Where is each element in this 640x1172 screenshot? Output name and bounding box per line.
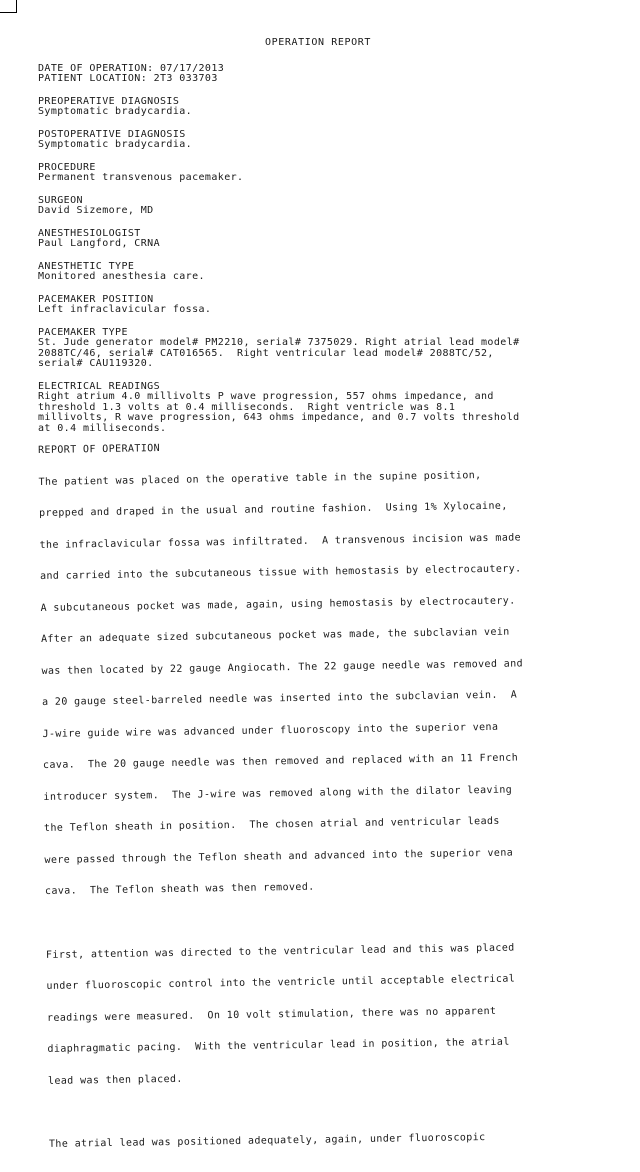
section-postoperative-diagnosis [38,130,598,151]
operation-report-page [38,38,598,1172]
section-label: ANESTHETIC TYPE [38,260,135,272]
section-text: David Sizemore, MD [38,205,154,216]
document-title: OPERATION REPORT [265,37,371,48]
section-label: POSTOPERATIVE DIAGNOSIS [38,128,186,140]
report-line: was then located by 22 gauge Angiocath. The 22 gauge needle was removed and [41,657,524,677]
section-text: threshold 1.3 volts at 0.4 milliseconds. Right ventricle was 8.1 [38,401,456,413]
section-label: PACEMAKER TYPE [38,326,128,338]
report-line: First, attention was directed to the ventricular lead and this was placed [45,942,515,961]
section-text: serial# CAU119320. [38,358,154,369]
report-line: readings were measured. On 10 volt stimulation, there was no apparent [46,1005,497,1024]
section-label: ELECTRICAL READINGS [38,380,160,392]
report-line: lead was then placed. [47,1073,183,1087]
section-text: Right atrium 4.0 millivolts P wave progression, 557 ohms impedance, and [38,391,494,402]
section-anesthesiologist [38,229,598,250]
report-line: A subcutaneous pocket was made, again, using hemostasis by electrocautery. [40,595,516,614]
section-pacemaker-position [38,295,598,316]
section-electrical-readings [38,382,598,435]
report-paragraph-3 [49,1110,610,1171]
report-line: were passed through the Teflon sheath and advanced into the superior vena [44,847,514,866]
section-label: REPORT OF OPERATION [37,443,161,456]
section-text: Symptomatic bradycardia. [38,106,193,117]
section-surgeon [38,196,598,217]
date-of-operation: DATE OF OPERATION: 07/17/2013 [38,62,225,74]
section-text: Left infraclavicular fossa. [38,304,212,315]
section-text: Paul Langford, CRNA [38,238,160,249]
section-text: at 0.4 milliseconds. [38,422,167,434]
scan-corner-mark [0,0,17,13]
patient-location: PATIENT LOCATION: 2T3 033703 [38,73,218,84]
report-line: The patient was placed on the operative table in the supine position, [38,469,482,488]
report-line: the infraclavicular fossa was infiltrated. A transvenous incision was made [39,531,522,551]
section-label: PACEMAKER POSITION [38,293,154,305]
section-text: Symptomatic bradycardia. [38,139,193,150]
section-label: PROCEDURE [38,161,96,173]
report-line: under fluoroscopic control into the ventricle until acceptable electrical [46,973,516,992]
section-report-of-operation [38,437,609,1171]
report-line: cava. The 20 gauge needle was then removed and replaced with an 11 French [42,752,519,771]
section-text: millivolts, R wave progression, 643 ohms impedance, and 0.7 volts threshold [38,412,520,423]
section-text: 2088TC/46, serial# CAT016565. Right ventricular lead model# 2088TC/52, [38,347,494,359]
section-label: SURGEON [38,194,83,206]
section-label: ANESTHESIOLOGIST [38,227,141,239]
section-preoperative-diagnosis [38,97,598,118]
report-line: prepped and draped in the usual and routine fashion. Using 1% Xylocaine, [38,500,508,519]
report-line: and carried into the subcutaneous tissue with hemostasis by electrocautery. [39,563,522,582]
section-procedure [38,163,598,184]
header-block [38,64,598,85]
report-paragraph-2 [46,921,609,1108]
section-text: Permanent transvenous pacemaker. [38,172,244,183]
section-text: St. Jude generator model# PM2210, serial# 7375029. Right atrial lead model# [38,337,520,348]
section-label: PREOPERATIVE DIAGNOSIS [38,95,180,107]
section-text: Monitored anesthesia care. [38,271,205,282]
report-line: diaphragmatic pacing. With the ventricular lead in position, the atrial [47,1036,510,1055]
report-line: cava. The Teflon sheath was then removed. [44,881,315,897]
section-pacemaker-type [38,328,598,370]
report-line: J-wire guide wire was advanced under fluoroscopy into the superior vena [42,721,499,740]
report-line: the Teflon sheath in position. The chosen atrial and ventricular leads [43,815,500,834]
report-line: introducer system. The J-wire was removed along with the dilator leaving [43,784,513,803]
report-paragraph-1 [38,448,605,919]
section-anesthetic-type [38,262,598,283]
report-line: a 20 gauge steel-barreled needle was inserted into the subclavian vein. A [41,689,518,708]
report-line: After an adequate sized subcutaneous pocket was made, the subclavian vein [40,626,510,645]
report-line: The atrial lead was positioned adequately, again, under fluoroscopic [48,1132,486,1150]
